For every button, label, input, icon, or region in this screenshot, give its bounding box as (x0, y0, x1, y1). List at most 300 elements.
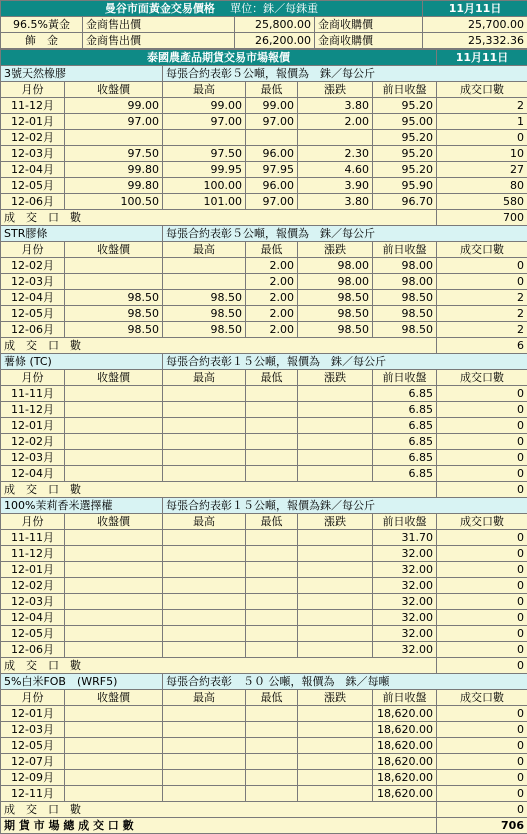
table-cell: 0 (437, 386, 527, 402)
section-header-row (1, 514, 527, 530)
section-name: 100%茉莉香米選擇權 (1, 498, 163, 514)
futures-date: 11月11日 (437, 50, 527, 66)
table-row (1, 786, 527, 802)
table-cell: 98.50 (298, 290, 373, 306)
table-cell: 95.20 (373, 162, 437, 178)
table-row (1, 306, 527, 322)
table-cell (163, 386, 246, 402)
table-cell: 97.50 (65, 146, 163, 162)
section-header-row (1, 82, 527, 98)
table-cell (163, 706, 246, 722)
table-cell (163, 594, 246, 610)
table-cell (246, 642, 298, 658)
gold-name: 96.5%黃金 (1, 17, 83, 33)
column-header: 前日收盤 (373, 370, 437, 386)
table-row (1, 386, 527, 402)
section-total-row (1, 482, 527, 498)
table-cell (163, 258, 246, 274)
section-total-row (1, 338, 527, 354)
column-header: 月份 (1, 242, 65, 258)
table-cell (163, 466, 246, 482)
table-cell: 4.60 (298, 162, 373, 178)
column-header: 月份 (1, 690, 65, 706)
column-header: 成交口數 (437, 82, 527, 98)
table-cell (246, 418, 298, 434)
table-cell (65, 466, 163, 482)
table-cell: 96.70 (373, 194, 437, 210)
section-header-row (1, 690, 527, 706)
table-cell: 1 (437, 114, 527, 130)
table-cell: 12-03月 (1, 274, 65, 290)
table-cell: 0 (437, 610, 527, 626)
table-cell (163, 722, 246, 738)
table-cell: 98.50 (373, 290, 437, 306)
table-cell (65, 786, 163, 802)
table-cell (246, 402, 298, 418)
table-cell: 12-05月 (1, 306, 65, 322)
table-cell: 2.30 (298, 146, 373, 162)
gold-price-table (0, 0, 527, 49)
section-total-label: 成 交 口 數 (1, 338, 437, 354)
table-cell (163, 434, 246, 450)
table-cell: 2.00 (246, 258, 298, 274)
section-note: 每張合約表彰５公噸，報價為 銖／每公斤 (163, 66, 527, 82)
table-cell (163, 274, 246, 290)
table-cell: 0 (437, 578, 527, 594)
column-header: 漲跌 (298, 82, 373, 98)
gold-title-cell (1, 1, 423, 17)
column-header: 最低 (246, 514, 298, 530)
column-header: 漲跌 (298, 370, 373, 386)
table-row (1, 418, 527, 434)
table-cell (163, 418, 246, 434)
table-cell (65, 770, 163, 786)
table-cell: 12-02月 (1, 258, 65, 274)
table-cell (298, 130, 373, 146)
table-cell (65, 738, 163, 754)
table-cell: 97.95 (246, 162, 298, 178)
futures-header (1, 50, 527, 66)
gold-header (1, 1, 527, 17)
table-cell: 99.95 (163, 162, 246, 178)
table-cell: 12-06月 (1, 642, 65, 658)
table-cell: 18,620.00 (373, 706, 437, 722)
table-cell (65, 754, 163, 770)
table-cell: 32.00 (373, 642, 437, 658)
gold-row (1, 17, 527, 33)
column-header: 成交口數 (437, 690, 527, 706)
table-cell: 0 (437, 418, 527, 434)
table-row (1, 770, 527, 786)
table-cell: 2.00 (246, 274, 298, 290)
gold-title: 曼谷市面黃金交易價格 (105, 2, 215, 15)
column-header: 最低 (246, 690, 298, 706)
section-name: 5%白米FOB (WRF5) (1, 674, 163, 690)
table-cell (65, 546, 163, 562)
table-cell: 12-02月 (1, 130, 65, 146)
table-row (1, 178, 527, 194)
table-cell (65, 258, 163, 274)
section-note: 每張合約表彰１５公噸，報價為銖／每公斤 (163, 498, 527, 514)
table-cell: 11-12月 (1, 546, 65, 562)
table-cell (298, 434, 373, 450)
section-total-value: 6 (437, 338, 527, 354)
section-total-value: 0 (437, 802, 527, 818)
table-cell: 98.50 (65, 306, 163, 322)
table-cell: 11-12月 (1, 98, 65, 114)
table-cell (65, 578, 163, 594)
table-cell: 0 (437, 706, 527, 722)
gold-buy-label: 金商收購價 (315, 17, 423, 33)
table-cell: 12-01月 (1, 562, 65, 578)
table-cell: 101.00 (163, 194, 246, 210)
table-cell: 11-11月 (1, 530, 65, 546)
table-cell: 98.50 (298, 306, 373, 322)
table-cell (65, 402, 163, 418)
table-cell: 3.90 (298, 178, 373, 194)
table-cell: 95.00 (373, 114, 437, 130)
table-cell (246, 594, 298, 610)
table-cell: 99.80 (65, 162, 163, 178)
table-cell: 98.50 (373, 306, 437, 322)
table-cell: 0 (437, 754, 527, 770)
table-cell: 0 (437, 626, 527, 642)
table-cell (246, 786, 298, 802)
section-total-value: 0 (437, 482, 527, 498)
table-cell (298, 562, 373, 578)
table-cell: 0 (437, 450, 527, 466)
table-cell: 580 (437, 194, 527, 210)
table-cell (163, 626, 246, 642)
table-cell (246, 706, 298, 722)
column-header: 收盤價 (65, 82, 163, 98)
column-header: 最低 (246, 82, 298, 98)
column-header: 最低 (246, 242, 298, 258)
section-total-value: 700 (437, 210, 527, 226)
section-title-row (1, 226, 527, 242)
section-total-label: 成 交 口 數 (1, 802, 437, 818)
table-cell (163, 402, 246, 418)
section-total-label: 成 交 口 數 (1, 482, 437, 498)
table-row (1, 274, 527, 290)
gold-buy-price: 25,332.36 (423, 33, 527, 49)
table-cell (65, 530, 163, 546)
table-row (1, 738, 527, 754)
column-header: 最高 (163, 242, 246, 258)
grand-total-value: 706 (437, 818, 527, 834)
table-cell: 32.00 (373, 578, 437, 594)
column-header: 最高 (163, 690, 246, 706)
table-cell: 98.00 (373, 274, 437, 290)
column-header: 最高 (163, 82, 246, 98)
column-header: 成交口數 (437, 242, 527, 258)
table-cell: 2.00 (246, 306, 298, 322)
section-total-label: 成 交 口 數 (1, 658, 437, 674)
table-cell: 12-06月 (1, 194, 65, 210)
table-cell: 97.50 (163, 146, 246, 162)
table-row (1, 546, 527, 562)
table-cell (298, 770, 373, 786)
table-cell: 0 (437, 466, 527, 482)
column-header: 漲跌 (298, 242, 373, 258)
table-cell (163, 546, 246, 562)
table-row (1, 706, 527, 722)
table-cell: 6.85 (373, 386, 437, 402)
column-header: 月份 (1, 370, 65, 386)
column-header: 漲跌 (298, 690, 373, 706)
table-cell: 2.00 (298, 114, 373, 130)
table-cell: 12-03月 (1, 722, 65, 738)
table-cell: 2 (437, 98, 527, 114)
table-cell: 12-04月 (1, 610, 65, 626)
table-cell: 0 (437, 546, 527, 562)
table-row (1, 130, 527, 146)
table-cell (65, 418, 163, 434)
futures-title: 泰國農產品期貨交易市場報價 (1, 50, 437, 66)
table-cell (163, 450, 246, 466)
table-cell: 12-02月 (1, 434, 65, 450)
table-cell: 18,620.00 (373, 738, 437, 754)
table-cell: 100.00 (163, 178, 246, 194)
section-note: 每張合約表彰５公噸，報價為 銖／每公斤 (163, 226, 527, 242)
table-cell: 12-03月 (1, 594, 65, 610)
column-header: 最低 (246, 370, 298, 386)
table-cell: 95.20 (373, 130, 437, 146)
table-cell: 12-04月 (1, 162, 65, 178)
table-cell (65, 706, 163, 722)
column-header: 最高 (163, 514, 246, 530)
table-cell: 12-07月 (1, 754, 65, 770)
table-cell (298, 722, 373, 738)
table-row (1, 562, 527, 578)
table-cell: 97.00 (246, 114, 298, 130)
table-cell: 96.00 (246, 146, 298, 162)
table-row (1, 434, 527, 450)
table-cell: 10 (437, 146, 527, 162)
table-cell: 32.00 (373, 610, 437, 626)
table-cell (163, 130, 246, 146)
table-cell: 0 (437, 530, 527, 546)
table-cell (163, 578, 246, 594)
table-cell: 99.80 (65, 178, 163, 194)
table-cell: 0 (437, 130, 527, 146)
table-cell: 12-03月 (1, 146, 65, 162)
column-header: 前日收盤 (373, 514, 437, 530)
table-cell (163, 610, 246, 626)
table-cell (246, 386, 298, 402)
table-cell: 99.00 (65, 98, 163, 114)
table-row (1, 322, 527, 338)
gold-sell-label: 金商售出價 (83, 33, 235, 49)
column-header: 前日收盤 (373, 690, 437, 706)
table-row (1, 98, 527, 114)
table-cell: 18,620.00 (373, 722, 437, 738)
gold-sell-label: 金商售出價 (83, 17, 235, 33)
column-header: 最高 (163, 370, 246, 386)
table-cell (246, 562, 298, 578)
table-cell: 12-04月 (1, 466, 65, 482)
table-cell: 2 (437, 306, 527, 322)
table-cell (298, 402, 373, 418)
table-cell (246, 626, 298, 642)
table-cell (65, 130, 163, 146)
table-cell: 98.00 (298, 274, 373, 290)
gold-row (1, 33, 527, 49)
table-cell: 0 (437, 258, 527, 274)
section-header-row (1, 370, 527, 386)
section-name: 薯條 (TC) (1, 354, 163, 370)
table-cell: 12-03月 (1, 450, 65, 466)
table-cell: 18,620.00 (373, 786, 437, 802)
column-header: 漲跌 (298, 514, 373, 530)
table-row (1, 466, 527, 482)
table-cell (246, 530, 298, 546)
gold-sell-price: 26,200.00 (235, 33, 315, 49)
section-total-row (1, 802, 527, 818)
table-row (1, 722, 527, 738)
table-cell: 2.00 (246, 322, 298, 338)
table-row (1, 146, 527, 162)
futures-table (0, 49, 527, 834)
table-cell: 99.00 (163, 98, 246, 114)
column-header: 前日收盤 (373, 242, 437, 258)
table-cell: 97.00 (163, 114, 246, 130)
table-cell: 0 (437, 594, 527, 610)
column-header: 收盤價 (65, 370, 163, 386)
table-row (1, 258, 527, 274)
table-cell: 12-05月 (1, 626, 65, 642)
table-cell (298, 786, 373, 802)
table-cell (65, 610, 163, 626)
table-cell (163, 642, 246, 658)
table-cell: 12-01月 (1, 706, 65, 722)
table-cell (65, 274, 163, 290)
table-cell (65, 386, 163, 402)
table-cell: 0 (437, 402, 527, 418)
section-name: 3號天然橡膠 (1, 66, 163, 82)
table-cell: 97.00 (246, 194, 298, 210)
section-title-row (1, 498, 527, 514)
table-cell (298, 610, 373, 626)
table-cell: 98.50 (298, 322, 373, 338)
table-cell (65, 434, 163, 450)
table-cell: 12-06月 (1, 322, 65, 338)
table-cell (65, 450, 163, 466)
section-note: 每張合約表彰１５公噸，報價為 銖／每公斤 (163, 354, 527, 370)
table-cell: 2 (437, 322, 527, 338)
gold-buy-price: 25,700.00 (423, 17, 527, 33)
table-cell (298, 642, 373, 658)
table-cell (163, 562, 246, 578)
column-header: 成交口數 (437, 514, 527, 530)
table-cell: 0 (437, 786, 527, 802)
table-cell: 11-11月 (1, 386, 65, 402)
table-cell (246, 738, 298, 754)
gold-buy-label: 金商收購價 (315, 33, 423, 49)
section-title-row (1, 354, 527, 370)
table-cell: 12-09月 (1, 770, 65, 786)
table-cell: 98.50 (65, 290, 163, 306)
table-cell: 6.85 (373, 402, 437, 418)
table-cell: 99.00 (246, 98, 298, 114)
table-cell: 98.50 (65, 322, 163, 338)
section-name: STR膠條 (1, 226, 163, 242)
table-row (1, 194, 527, 210)
table-cell: 0 (437, 434, 527, 450)
section-note: 每張合約表彰 ５０ 公噸，報價為 銖／每噸 (163, 674, 527, 690)
table-cell: 0 (437, 738, 527, 754)
gold-sell-price: 25,800.00 (235, 17, 315, 33)
table-cell: 11-12月 (1, 402, 65, 418)
table-cell (65, 562, 163, 578)
table-cell (298, 450, 373, 466)
table-row (1, 450, 527, 466)
table-cell (246, 722, 298, 738)
table-row (1, 626, 527, 642)
table-cell (65, 722, 163, 738)
section-total-label: 成 交 口 數 (1, 210, 437, 226)
table-cell (298, 386, 373, 402)
section-total-row (1, 210, 527, 226)
gold-date: 11月11日 (423, 1, 527, 17)
table-cell (246, 770, 298, 786)
table-cell: 12-04月 (1, 290, 65, 306)
table-cell (246, 466, 298, 482)
table-cell: 32.00 (373, 594, 437, 610)
table-cell: 27 (437, 162, 527, 178)
column-header: 前日收盤 (373, 82, 437, 98)
table-cell (246, 610, 298, 626)
table-cell: 0 (437, 274, 527, 290)
table-cell (163, 786, 246, 802)
table-cell: 2.00 (246, 290, 298, 306)
grand-total-row (1, 818, 527, 834)
table-cell: 32.00 (373, 562, 437, 578)
section-title-row (1, 66, 527, 82)
table-row (1, 578, 527, 594)
table-row (1, 530, 527, 546)
section-header-row (1, 242, 527, 258)
table-cell: 3.80 (298, 194, 373, 210)
table-cell: 12-11月 (1, 786, 65, 802)
table-cell: 98.50 (163, 322, 246, 338)
table-cell (65, 642, 163, 658)
table-cell: 98.00 (298, 258, 373, 274)
table-cell: 100.50 (65, 194, 163, 210)
table-row (1, 642, 527, 658)
section-total-row (1, 658, 527, 674)
table-cell: 95.20 (373, 98, 437, 114)
table-cell: 95.90 (373, 178, 437, 194)
table-row (1, 402, 527, 418)
table-cell: 95.20 (373, 146, 437, 162)
table-cell: 18,620.00 (373, 754, 437, 770)
table-cell (298, 626, 373, 642)
table-cell: 18,620.00 (373, 770, 437, 786)
column-header: 成交口數 (437, 370, 527, 386)
table-cell (246, 546, 298, 562)
grand-total-label: 期 貨 市 場 總 成 交 口 數 (1, 818, 437, 834)
column-header: 月份 (1, 514, 65, 530)
table-cell (246, 130, 298, 146)
table-cell (163, 738, 246, 754)
table-cell: 12-01月 (1, 114, 65, 130)
table-cell (298, 578, 373, 594)
table-cell (65, 594, 163, 610)
column-header: 月份 (1, 82, 65, 98)
table-cell (298, 546, 373, 562)
table-cell (65, 626, 163, 642)
